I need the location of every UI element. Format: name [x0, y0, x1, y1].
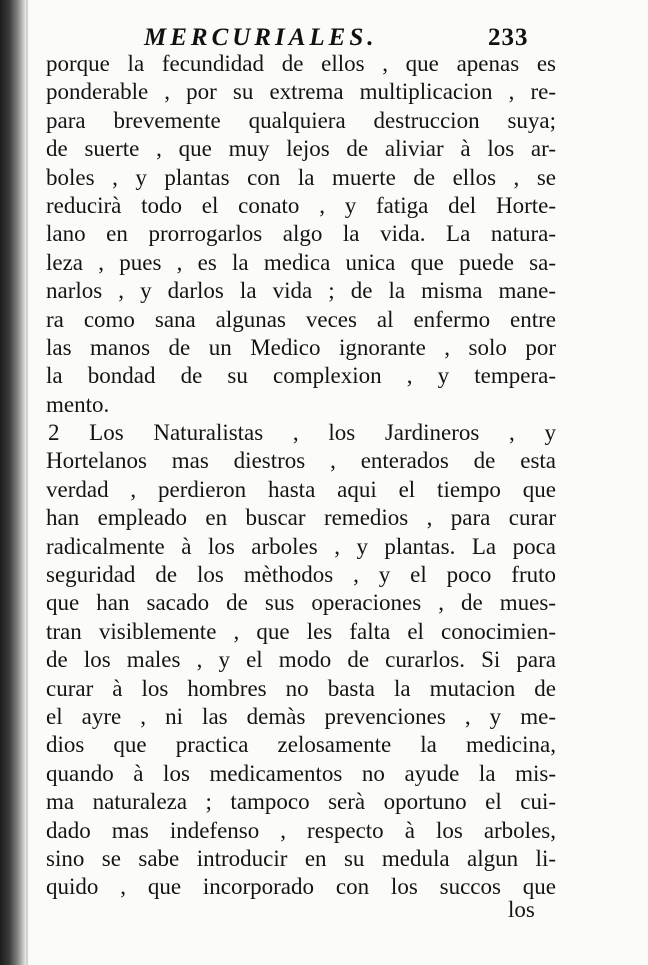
text-line: de los males , y el modo de curarlos. Si para: [46, 647, 556, 673]
text-line: seguridad de los mèthodos , y el poco fruto: [46, 562, 556, 588]
text-line: reducirà todo el conato , y fatiga del Horte-: [46, 192, 556, 218]
text-line: dado mas indefenso , respecto à los arboles,: [46, 817, 556, 843]
text-line: ma naturaleza ; tampoco serà oportuno el cui-: [46, 789, 556, 815]
text-line: han empleado en buscar remedios , para curar: [46, 505, 556, 531]
text-line: sino se sabe introducir en su medula algun li-: [46, 845, 556, 871]
text-line: mento.: [46, 391, 110, 417]
gutter-edge: [26, 0, 28, 965]
book-gutter: [0, 0, 26, 965]
text-line: curar à los hombres no basta la mutacion de: [46, 675, 556, 701]
paragraph-start-line: 2 Los Naturalistas , los Jardineros , y: [48, 420, 556, 446]
text-line: el ayre , ni las demàs prevenciones , y me-: [46, 703, 556, 729]
text-line: que han sacado de sus operaciones , de mues-: [46, 590, 556, 616]
text-line: las manos de un Medico ignorante , solo por: [46, 334, 556, 360]
text-line: lano en prorrogarlos algo la vida. La natura-: [46, 221, 556, 247]
text-line: radicalmente à los arboles , y plantas. La poca: [46, 533, 556, 559]
text-line: boles , y plantas con la muerte de ellos , se: [46, 164, 556, 190]
text-line: dios que practica zelosamente la medicina,: [46, 732, 556, 758]
text-line: ra como sana algunas veces al enfermo entre: [46, 306, 556, 332]
text-line: de suerte , que muy lejos de aliviar à los ar-: [46, 136, 556, 162]
text-line: leza , pues , es la medica unica que puede sa-: [46, 249, 556, 275]
text-line: porque la fecundidad de ellos , que apenas es: [46, 51, 556, 76]
text-line: tran visiblemente , que les falta el conocimien-: [46, 618, 556, 644]
text-line: Hortelanos mas diestros , enterados de esta: [46, 448, 556, 474]
running-title: MERCURIALES.: [144, 24, 378, 51]
text-line: la bondad de su complexion , y tempera-: [46, 363, 556, 389]
catchword: los: [508, 897, 535, 922]
text-line: ponderable , por su extrema multiplicacion , re-: [46, 79, 556, 105]
text-line: narlos , y darlos la vida ; de la misma mane-: [46, 278, 556, 304]
body-text: [46, 50, 556, 902]
text-line: quando à los medicamentos no ayude la mis-: [46, 760, 556, 786]
text-line: quido , que incorporado con los succos que: [46, 874, 556, 900]
text-line: para brevemente qualquiera destruccion suya;: [46, 107, 556, 133]
page-number: 233: [488, 24, 529, 51]
text-line: verdad , perdieron hasta aqui el tiempo que: [46, 476, 556, 502]
